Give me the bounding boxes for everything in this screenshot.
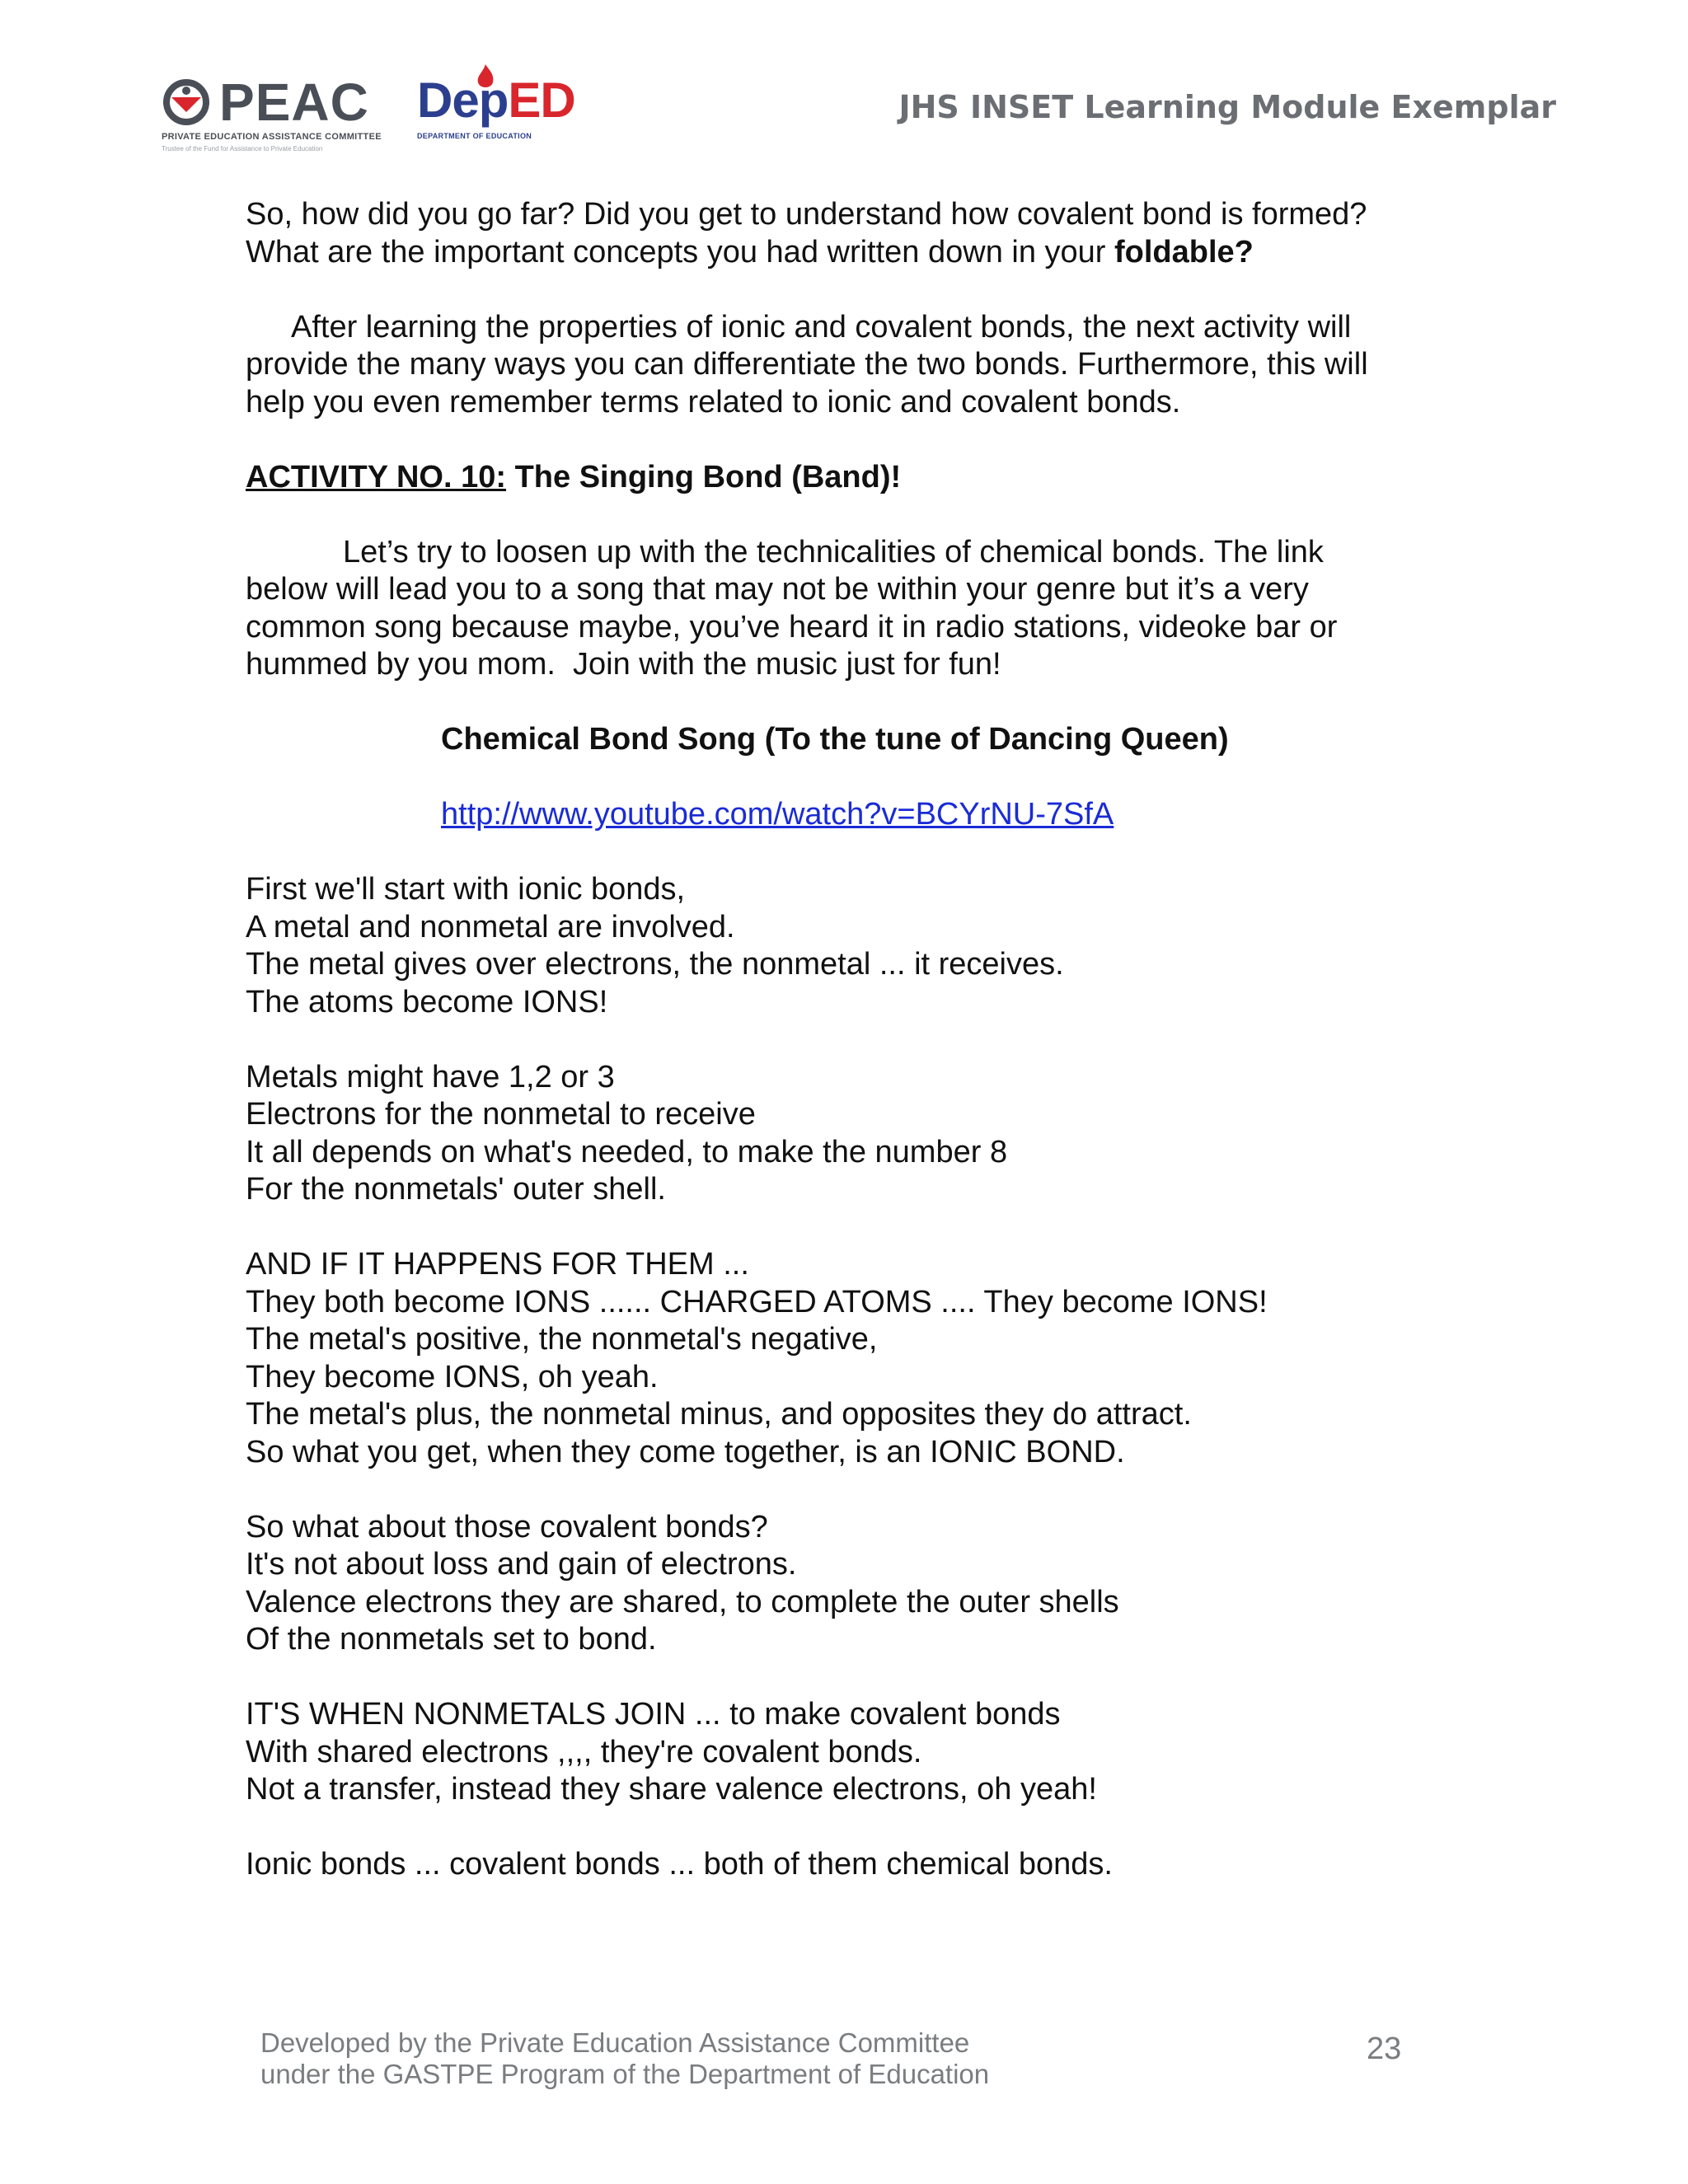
spacer xyxy=(246,1471,1449,1509)
deped-subtitle: DEPARTMENT OF EDUCATION xyxy=(417,132,532,140)
peac-logo xyxy=(162,69,384,155)
lyrics-line: Of the nonmetals set to bond. xyxy=(246,1622,657,1657)
lyrics-line: The metal gives over electrons, the nonmetal ... it receives. xyxy=(246,947,1064,982)
activity-intro-line-2: below will lead you to a song that may not be within your genre but it’s a very xyxy=(246,572,1309,607)
peac-emblem-icon xyxy=(162,77,211,127)
spacer xyxy=(246,1659,1449,1697)
lyrics-line: The metal's positive, the nonmetal's negative, xyxy=(246,1322,878,1357)
activity-intro-line-3: common song because maybe, you’ve heard it in radio stations, videoke bar or xyxy=(246,609,1338,644)
song-link[interactable]: http://www.youtube.com/watch?v=BCYrNU-7SfA xyxy=(441,797,1114,832)
song-link-row xyxy=(246,796,1449,834)
deped-logo xyxy=(417,64,574,150)
intro-line-1: So, how did you go far? Did you get to understand how covalent bond is formed? xyxy=(246,197,1367,232)
lyrics-line: So what about those covalent bonds? xyxy=(246,1509,768,1544)
lyrics-line: It all depends on what's needed, to make the number 8 xyxy=(246,1134,1008,1169)
lyrics-line: Not a transfer, instead they share valence electrons, oh yeah! xyxy=(246,1772,1097,1807)
lyrics-line: Metals might have 1,2 or 3 xyxy=(246,1059,615,1094)
deped-logo-text xyxy=(417,71,575,130)
spacer xyxy=(246,834,1449,872)
lyrics-line: Electrons for the nonmetal to receive xyxy=(246,1097,756,1132)
deped-logo-dep: Dep xyxy=(417,73,509,128)
lyrics-line: So what you get, when they come together, is an IONIC BOND. xyxy=(246,1434,1125,1469)
activity-title: The Singing Bond (Band)! xyxy=(506,459,902,494)
lyrics-line: The atoms become IONS! xyxy=(246,984,608,1019)
page-content xyxy=(246,196,1449,1884)
transition-line-3: help you even remember terms related to ionic and covalent bonds. xyxy=(246,384,1181,419)
lyrics-line: Ionic bonds ... covalent bonds ... both of them chemical bonds. xyxy=(246,1847,1113,1882)
lyrics-line: A metal and nonmetal are involved. xyxy=(246,909,735,944)
module-title: JHS INSET Learning Module Exemplar xyxy=(898,89,1556,125)
song-title: Chemical Bond Song (To the tune of Dancing Queen) xyxy=(441,722,1229,757)
lyrics-line: AND IF IT HAPPENS FOR THEM ... xyxy=(246,1247,749,1282)
lyrics-line: With shared electrons ,,,, they're covalent bonds. xyxy=(246,1734,922,1769)
intro-line-2 xyxy=(246,234,1449,272)
lyrics-line: First we'll start with ionic bonds, xyxy=(246,872,686,907)
peac-logo-text: PEAC xyxy=(219,73,369,132)
page-number: 23 xyxy=(1367,2032,1402,2066)
spacer xyxy=(246,759,1449,797)
spacer xyxy=(246,1209,1449,1247)
footer-line-1: Developed by the Private Education Assistance Committee xyxy=(260,2027,970,2058)
activity-label: ACTIVITY NO. 10: xyxy=(246,459,507,494)
page-header xyxy=(0,0,1688,165)
transition-line-1: After learning the properties of ionic and covalent bonds, the next activity will xyxy=(291,309,1352,344)
spacer xyxy=(246,1809,1449,1847)
spacer xyxy=(246,271,1449,309)
activity-heading xyxy=(246,459,1449,497)
peac-subtitle: PRIVATE EDUCATION ASSISTANCE COMMITTEE xyxy=(162,132,382,142)
lyrics-line: They both become IONS ...... CHARGED ATOMS .... They become IONS! xyxy=(246,1284,1268,1319)
spacer xyxy=(246,1021,1449,1059)
footer-line-2: under the GASTPE Program of the Department of Education xyxy=(260,2059,990,2089)
intro-foldable-bold: foldable? xyxy=(1114,234,1254,269)
lyrics-line: They become IONS, oh yeah. xyxy=(246,1359,659,1394)
lyrics-line: Valence electrons they are shared, to complete the outer shells xyxy=(246,1584,1119,1619)
page-footer xyxy=(260,2027,1414,2090)
peac-tagline: Trustee of the Fund for Assistance to Private Education xyxy=(162,145,323,152)
activity-intro-line-4: hummed by you mom. Join with the music just for fun! xyxy=(246,647,1001,682)
lyrics-line: The metal's plus, the nonmetal minus, and opposites they do attract. xyxy=(246,1397,1192,1432)
activity-intro-line-1: Let’s try to loosen up with the technicalities of chemical bonds. The link xyxy=(343,534,1324,569)
lyrics-line: For the nonmetals' outer shell. xyxy=(246,1172,666,1207)
transition-line-2: provide the many ways you can differentiate the two bonds. Furthermore, this will xyxy=(246,347,1368,382)
deped-logo-ed: ED xyxy=(508,73,575,128)
lyrics-line: IT'S WHEN NONMETALS JOIN ... to make covalent bonds xyxy=(246,1697,1061,1732)
intro-line-2-text: What are the important concepts you had written down in your xyxy=(246,234,1114,269)
spacer xyxy=(246,684,1449,722)
lyrics-line: It's not about loss and gain of electrons. xyxy=(246,1547,797,1582)
spacer xyxy=(246,421,1449,459)
spacer xyxy=(246,496,1449,534)
